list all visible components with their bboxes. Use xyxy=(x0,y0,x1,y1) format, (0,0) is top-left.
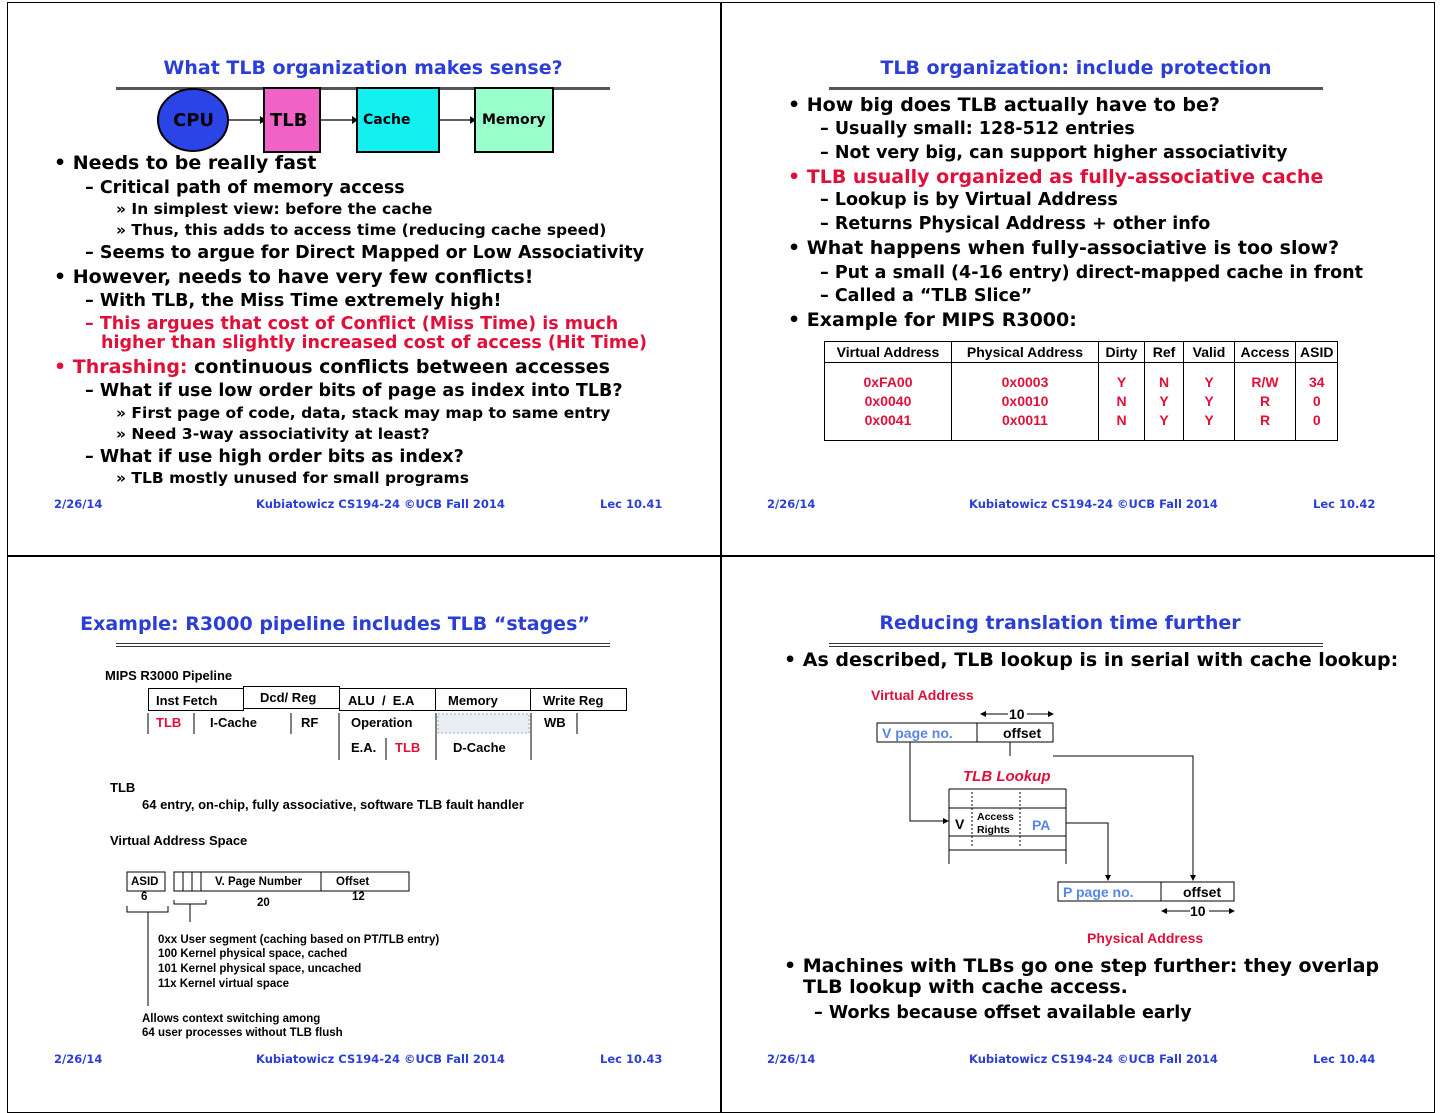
bullet: • Example for MIPS R3000: xyxy=(788,309,1077,331)
sub-bullet-text: Not very big, can support higher associativity xyxy=(834,143,1288,163)
bullet-text: However, needs to have very few conflicts! xyxy=(72,266,534,288)
p-page-number: P page no. xyxy=(1063,884,1134,900)
sub-sub-bullet: » TLB mostly unused for small programs xyxy=(116,469,469,487)
table-cell: Y N N xyxy=(1099,363,1145,441)
sub-bullet-text: Called a “TLB Slice” xyxy=(834,286,1033,306)
footer-course: Kubiatowicz CS194-24 ©UCB Fall 2014 xyxy=(969,497,1218,511)
bullet: • As described, TLB lookup is in serial with cache lookup: xyxy=(784,649,1399,671)
title-rule xyxy=(829,646,1323,647)
title-rule xyxy=(116,646,610,647)
tlb-entry-table xyxy=(824,341,1338,441)
footer-date: 2/26/14 xyxy=(54,497,103,511)
table-cell: 0xFA00 0x0040 0x0041 xyxy=(825,363,952,441)
sub-sub-bullet-text: TLB mostly unused for small programs xyxy=(131,469,469,487)
sub-bullet-text: This argues that cost of Conflict (Miss Time) is much xyxy=(99,314,619,334)
sub-sub-bullet: » First page of code, data, stack may map to same entry xyxy=(116,404,611,422)
sub-bullet-text: Lookup is by Virtual Address xyxy=(834,190,1118,210)
slide-title: TLB organization: include protection xyxy=(880,57,1272,79)
bullet-text: TLB usually organized as fully-associative cache xyxy=(806,166,1324,188)
sub-bullet-text: Seems to argue for Direct Mapped or Low Associativity xyxy=(99,243,645,263)
sub-bullet: – Put a small (4-16 entry) direct-mapped cache in front xyxy=(820,263,1363,283)
pipeline-label: MIPS R3000 Pipeline xyxy=(105,668,233,683)
tlb-heading: TLB xyxy=(110,780,136,795)
sub-bullet: – Returns Physical Address + other info xyxy=(820,214,1211,234)
column-header: Ref xyxy=(1145,342,1184,363)
sub-bullet-text: Works because offset available early xyxy=(828,1003,1192,1023)
segment-line: 0xx User segment (caching based on PT/TLB entry) xyxy=(158,934,440,946)
cpu-label: CPU xyxy=(173,110,215,131)
sub-bullet: – Critical path of memory access xyxy=(85,178,405,198)
bullet-text: Example for MIPS R3000: xyxy=(806,309,1077,331)
title-rule xyxy=(829,87,1323,90)
asid-field: ASID xyxy=(131,876,159,888)
pipeline-tlb-mem: TLB xyxy=(395,740,421,755)
sub-bullet-text: Usually small: 128-512 entries xyxy=(834,119,1135,139)
asid-bits: 6 xyxy=(141,891,148,903)
title-rule xyxy=(116,643,610,644)
sub-bullet: – Usually small: 128-512 entries xyxy=(820,119,1135,139)
bullet: • Machines with TLBs go one step further: they overlap xyxy=(784,955,1380,977)
offset-width-bottom: 10 xyxy=(1190,903,1206,919)
v-page-number: V page no. xyxy=(882,725,953,741)
bullet-text: How big does TLB actually have to be? xyxy=(806,94,1220,116)
table-cell: 0x0003 0x0010 0x0011 xyxy=(952,363,1099,441)
footer-date: 2/26/14 xyxy=(767,497,816,511)
sub-sub-bullet-text: Thus, this adds to access time (reducing cache speed) xyxy=(131,221,607,239)
slide-title: Example: R3000 pipeline includes TLB “stages” xyxy=(80,613,590,635)
column-header: Access xyxy=(1235,342,1296,363)
column-header: ASID xyxy=(1296,342,1338,363)
footer-course: Kubiatowicz CS194-24 ©UCB Fall 2014 xyxy=(256,497,505,511)
sub-sub-bullet: » In simplest view: before the cache xyxy=(116,200,433,218)
thrashing-term: Thrashing: xyxy=(72,356,188,378)
bullet-text: Machines with TLBs go one step further: they overlap xyxy=(802,955,1380,977)
table-cell: R/W R R xyxy=(1235,363,1296,441)
table-cell: N Y Y xyxy=(1145,363,1184,441)
bullet: • Thrashing: continuous conflicts between accesses xyxy=(54,356,610,378)
footer-lecture: Lec 10.42 xyxy=(1313,497,1376,511)
sub-sub-bullet-text: Need 3-way associativity at least? xyxy=(131,425,430,443)
asid-note: 64 user processes without TLB flush xyxy=(142,1027,343,1039)
sub-bullet-text: Returns Physical Address + other info xyxy=(834,214,1211,234)
pipeline-stage: Memory xyxy=(435,688,531,711)
bullet-continued: TLB lookup with cache access. xyxy=(803,976,1128,998)
pipeline-operation: Operation xyxy=(351,715,413,730)
sub-bullet: – With TLB, the Miss Time extremely high! xyxy=(85,291,502,311)
sub-bullet: – What if use low order bits of page as index into TLB? xyxy=(85,381,623,401)
tlb-label: TLB xyxy=(270,110,308,131)
column-header: Virtual Address xyxy=(825,342,952,363)
offset-width-top: 10 xyxy=(1009,706,1025,722)
sub-bullet: – Seems to argue for Direct Mapped or Low Associativity xyxy=(85,243,645,263)
footer-date: 2/26/14 xyxy=(767,1052,816,1066)
offset-field: Offset xyxy=(336,876,370,888)
bullet: • What happens when fully-associative is too slow? xyxy=(788,237,1340,259)
column-header: Valid xyxy=(1184,342,1235,363)
sub-bullet: – Works because offset available early xyxy=(814,1003,1192,1023)
bullet-text: As described, TLB lookup is in serial with cache lookup: xyxy=(802,649,1399,671)
sub-sub-bullet-text: First page of code, data, stack may map to same entry xyxy=(131,404,611,422)
sub-sub-bullet: » Thus, this adds to access time (reducing cache speed) xyxy=(116,221,607,239)
table-cell: Y Y Y xyxy=(1184,363,1235,441)
sub-sub-bullet-text: In simplest view: before the cache xyxy=(131,200,433,218)
pipeline-rf: RF xyxy=(301,715,319,730)
vpn-field: V. Page Number xyxy=(215,876,303,888)
footer-course: Kubiatowicz CS194-24 ©UCB Fall 2014 xyxy=(256,1052,505,1066)
sub-bullet-continued: higher than slightly increased cost of access (Hit Time) xyxy=(101,333,648,353)
sub-bullet-text: With TLB, the Miss Time extremely high! xyxy=(99,291,502,311)
asid-note: Allows context switching among xyxy=(142,1013,321,1025)
pa-offset: offset xyxy=(1183,884,1222,900)
sub-bullet-text: Critical path of memory access xyxy=(99,178,405,198)
table-cell: 34 0 0 xyxy=(1296,363,1338,441)
tlb-pa: PA xyxy=(1032,817,1051,833)
pipeline-icache: I-Cache xyxy=(210,715,257,730)
pipeline-stage: Dcd/ Reg xyxy=(243,686,340,709)
pipeline-stage: ALU / E.A xyxy=(339,688,436,711)
pipeline-stage: Write Reg xyxy=(530,688,627,711)
bullet-text: What happens when fully-associative is too slow? xyxy=(806,237,1340,259)
column-header: Dirty xyxy=(1099,342,1145,363)
sub-sub-bullet: » Need 3-way associativity at least? xyxy=(116,425,430,443)
bullet-text: Needs to be really fast xyxy=(72,152,317,174)
va-offset: offset xyxy=(1003,725,1042,741)
sub-bullet-text: Put a small (4-16 entry) direct-mapped cache in front xyxy=(834,263,1363,283)
segment-line: 11x Kernel virtual space xyxy=(158,978,290,990)
pipeline-dcache: D-Cache xyxy=(453,740,506,755)
tlb-lookup-label: TLB Lookup xyxy=(963,768,1051,785)
vpn-bits: 20 xyxy=(257,897,270,909)
sub-bullet-text: What if use low order bits of page as index into TLB? xyxy=(99,381,623,401)
bullet: • However, needs to have very few conflicts! xyxy=(54,266,534,288)
pipeline-wb: WB xyxy=(544,715,566,730)
column-header: Physical Address xyxy=(952,342,1099,363)
offset-bits: 12 xyxy=(352,891,365,903)
pipeline-stage: Inst Fetch xyxy=(148,688,244,711)
sub-bullet: – This argues that cost of Conflict (Miss Time) is much xyxy=(85,314,619,334)
sub-bullet: – What if use high order bits as index? xyxy=(85,447,464,467)
title-rule xyxy=(829,643,1323,644)
bullet: • TLB usually organized as fully-associative cache xyxy=(788,166,1324,188)
footer-lecture: Lec 10.41 xyxy=(600,497,663,511)
vas-heading: Virtual Address Space xyxy=(110,833,248,848)
slide-title: What TLB organization makes sense? xyxy=(163,57,563,79)
sub-bullet-text: What if use high order bits as index? xyxy=(99,447,464,467)
bullet-text: continuous conflicts between accesses xyxy=(187,356,610,378)
segment-line: 100 Kernel physical space, cached xyxy=(158,948,348,960)
bullet: • Needs to be really fast xyxy=(54,152,317,174)
footer-lecture: Lec 10.44 xyxy=(1313,1052,1376,1066)
sub-bullet: – Called a “TLB Slice” xyxy=(820,286,1033,306)
tlb-valid-bit: V xyxy=(955,816,965,832)
footer-course: Kubiatowicz CS194-24 ©UCB Fall 2014 xyxy=(969,1052,1218,1066)
memory-label: Memory xyxy=(482,112,546,128)
physical-address-label: Physical Address xyxy=(1087,930,1204,946)
segment-line: 101 Kernel physical space, uncached xyxy=(158,963,362,975)
pipeline-ea: E.A. xyxy=(351,740,377,755)
virtual-address-label: Virtual Address xyxy=(871,687,974,703)
access-rights-label: Access Rights xyxy=(977,811,1014,836)
sub-bullet: – Not very big, can support higher associativity xyxy=(820,143,1288,163)
pipeline-tlb-ifetch: TLB xyxy=(156,715,182,730)
cache-label: Cache xyxy=(363,112,411,128)
tlb-description: 64 entry, on-chip, fully associative, software TLB fault handler xyxy=(142,797,524,812)
sub-bullet: – Lookup is by Virtual Address xyxy=(820,190,1118,210)
bullet: • How big does TLB actually have to be? xyxy=(788,94,1220,116)
footer-date: 2/26/14 xyxy=(54,1052,103,1066)
slide-title: Reducing translation time further xyxy=(879,612,1241,634)
footer-lecture: Lec 10.43 xyxy=(600,1052,663,1066)
